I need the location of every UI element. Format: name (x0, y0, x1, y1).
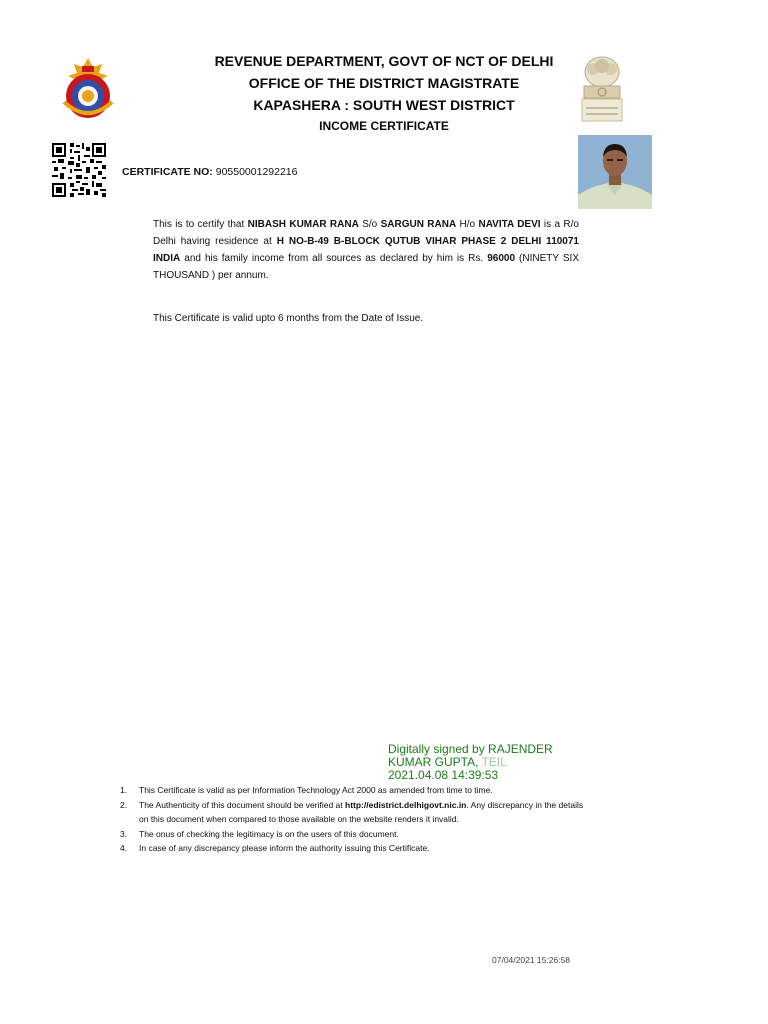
certificate-number-label: CERTIFICATE NO: (122, 166, 213, 178)
body-text-2: S/o (358, 219, 381, 230)
body-text-4: is a R/o Delhi having residence at (153, 219, 579, 247)
father-name: SARGUN RANA (380, 219, 457, 230)
applicant-photo (578, 135, 652, 209)
note-text: The onus of checking the legitimacy is on the users of this document. (139, 828, 399, 839)
note-item (120, 827, 590, 842)
note-number: 1. (120, 785, 128, 795)
signer-name-part: KUMAR GUPTA, (388, 755, 482, 769)
signer-org: TEIL (481, 755, 507, 769)
note-number: 2. (120, 799, 128, 810)
header-line-2: OFFICE OF THE DISTRICT MAGISTRATE (248, 75, 520, 91)
signature-timestamp: 2021.04.08 14:39:53 (388, 768, 499, 782)
note-item (120, 798, 590, 827)
verification-link[interactable]: http://edistrict.delhigovt.nic.in (345, 799, 467, 810)
note-number: 3. (120, 828, 128, 839)
income-amount: 96000 (487, 253, 516, 264)
certificate-number: 90550001292216 (215, 166, 298, 178)
national-emblem-icon (578, 52, 626, 124)
note-text: This Certificate is valid as per Information Technology Act 2000 as amended from time to time. (139, 785, 493, 795)
note-text-tail: . Any discrepancy in the details on this document when compared to those available on the website renders it invalid. (139, 799, 584, 824)
body-text-3: H/o (456, 219, 479, 230)
notes-list (120, 783, 590, 856)
body-text-6: (NINETY SIX THOUSAND ) per annum. (153, 253, 579, 281)
delhi-police-logo-icon (52, 56, 124, 122)
residence-address: H NO-B-49 B-BLOCK QUTUB VIHAR PHASE 2 DELHI 110071 INDIA (153, 236, 579, 264)
note-item (120, 783, 590, 798)
body-text-5: and his family income from all sources as declared by him is Rs. (180, 253, 488, 264)
digital-signature (388, 743, 553, 782)
validity-statement: This Certificate is valid upto 6 months from the Date of Issue. (153, 313, 424, 324)
certificate-number-line (122, 166, 298, 178)
body-text-1: This is to certify that (153, 219, 248, 230)
document-title: INCOME CERTIFICATE (319, 119, 449, 133)
note-number: 4. (120, 843, 128, 853)
note-item (120, 841, 590, 856)
signature-line-1: Digitally signed by RAJENDER (388, 742, 553, 756)
certificate-body (153, 216, 579, 284)
print-timestamp: 07/04/2021 15:26:58 (492, 955, 570, 965)
qr-code-icon (52, 143, 106, 197)
spouse-name: NAVITA DEVI (478, 219, 541, 230)
header-line-3: KAPASHERA : SOUTH WEST DISTRICT (253, 97, 515, 113)
header-line-1: REVENUE DEPARTMENT, GOVT OF NCT OF DELHI (214, 53, 554, 69)
note-text: The Authenticity of this document should be verified at (139, 799, 346, 810)
note-text: In case of any discrepancy please inform the authority issuing this Certificate. (139, 843, 430, 853)
applicant-name: NIBASH KUMAR RANA (247, 219, 359, 230)
